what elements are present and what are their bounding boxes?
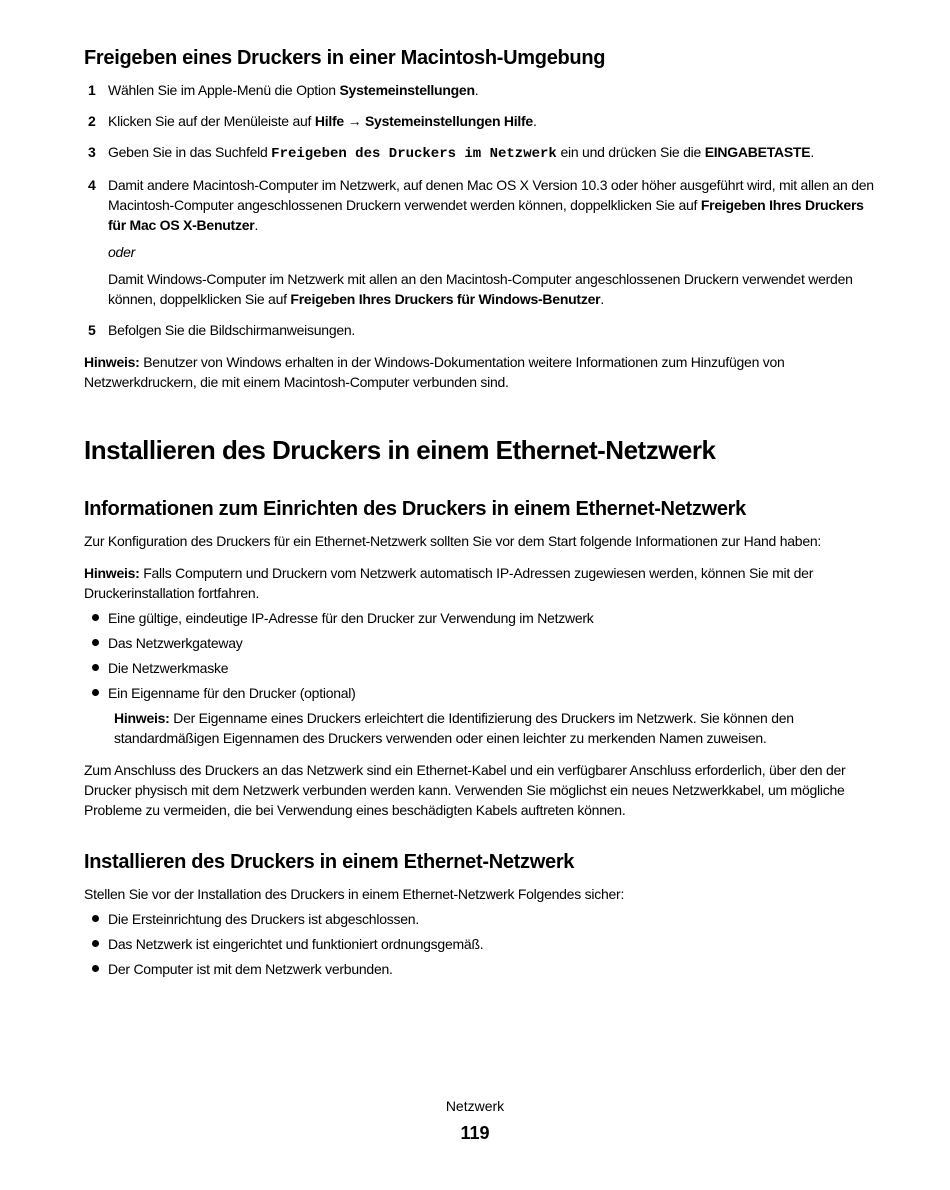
steps-list [84, 80, 874, 340]
oder-line [108, 242, 874, 262]
note-text: Der Eigenname eines Druckers erleichtert die Identifizierung des Druckers im Netzwerk. Sie können den standardmäßigen Eigennamen des Druckers verwenden oder einen leichter zu merkenden Namen zuweisen. [114, 710, 794, 746]
list-item [84, 959, 874, 979]
list-item-text: Ein Eigenname für den Drucker (optional) [108, 685, 356, 701]
bullet-icon [92, 940, 99, 947]
step-text: Damit andere Macintosh-Computer im Netzwerk, auf denen Mac OS X Version 10.3 oder höher ausgeführt wird, mit allen an den Macintosh-Computer angeschlossenen Druckern verwendet werden können, doppelklicken Sie auf [108, 177, 874, 213]
bullet-icon [92, 915, 99, 922]
note-text: Falls Computern und Druckern vom Netzwerk automatisch IP-Adressen zugewiesen werden, können Sie mit der Druckerinstallation fortfahren. [84, 565, 814, 601]
chapter-heading: Installieren des Druckers in einem Ethernet-Netzwerk [84, 435, 716, 465]
step-number: 2 [88, 113, 96, 129]
step-text: . [600, 291, 604, 307]
list-item-text: Das Netzwerk ist eingerichtet und funktioniert ordnungsgemäß. [108, 936, 484, 952]
note-text: Benutzer von Windows erhalten in der Windows-Dokumentation weitere Informationen zum Hinzufügen von Netzwerkdruckern, die mit einem Macintosh-Computer verbunden sind. [84, 354, 785, 390]
list-item-text: Das Netzwerkgateway [108, 635, 243, 651]
step-text: Befolgen Sie die Bildschirmanweisungen. [108, 322, 356, 338]
section-heading-mac-sharing: Freigeben eines Druckers in einer Macintosh-Umgebung [84, 47, 606, 69]
search-term-code: Freigeben des Druckers im Netzwerk [271, 146, 557, 162]
section-heading-install: Installieren des Druckers in einem Ethernet-Netzwerk [84, 851, 575, 873]
step-text: Damit Windows-Computer im Netzwerk mit allen an den Macintosh-Computer angeschlossenen Druckern verwendet werden können, doppelklicken Sie auf [108, 271, 853, 307]
oder-text: oder [108, 244, 136, 260]
section-heading-info: Informationen zum Einrichten des Druckers in einem Ethernet-Netzwerk [84, 498, 746, 520]
closing-paragraph: Zum Anschluss des Druckers an das Netzwerk sind ein Ethernet-Kabel und ein verfügbarer Anschluss erforderlich, über den der Drucker physisch mit dem Netzwerk verbunden werden kann. Verwenden Sie möglichst ein neues Netzwerkkabel, um mögliche Probleme zu vermeiden, die bei Verwendung eines beschädigten Kabels auftreten können. [84, 762, 846, 818]
list-item [84, 934, 874, 954]
step-bold: Systemeinstellungen [339, 82, 475, 98]
step-bold: Freigeben Ihres Druckers für Windows-Benutzer [290, 291, 601, 307]
step-text: Geben Sie in das Suchfeld [108, 144, 272, 160]
list-item-text: Der Computer ist mit dem Netzwerk verbunden. [108, 961, 393, 977]
step-item [84, 175, 874, 309]
step-bold: Hilfe [314, 113, 344, 129]
note-label: Hinweis: [84, 565, 140, 581]
list-item [84, 683, 874, 703]
note-label: Hinweis: [114, 710, 170, 726]
list-item [84, 909, 874, 929]
step-bold: Freigeben Ihres Druckers für Mac OS X-Benutzer [108, 197, 864, 233]
list-item [84, 658, 874, 678]
prerequisites-list [84, 909, 874, 979]
note-paragraph [84, 563, 874, 603]
requirements-list [84, 608, 874, 703]
step-bold: Systemeinstellungen Hilfe [364, 113, 533, 129]
arrow-icon: → [347, 113, 362, 129]
list-item-text: Eine gültige, eindeutige IP-Adresse für den Drucker zur Verwendung im Netzwerk [108, 610, 594, 626]
document-page [84, 46, 874, 984]
bullet-icon [92, 689, 99, 696]
step-number: 5 [88, 322, 96, 338]
alt-paragraph [108, 269, 874, 309]
footer-section-label: Netzwerk [445, 1098, 505, 1114]
bullet-icon [92, 639, 99, 646]
intro-paragraph: Zur Konfiguration des Druckers für ein Ethernet-Netzwerk sollten Sie vor dem Start folgende Informationen zur Hand haben: [84, 533, 822, 549]
note-label: Hinweis: [84, 354, 140, 370]
step-number: 4 [88, 177, 96, 193]
note-paragraph [84, 352, 874, 392]
step-text: . [254, 217, 259, 233]
step-number: 3 [88, 144, 96, 160]
list-item-text: Die Ersteinrichtung des Druckers ist abgeschlossen. [108, 911, 419, 927]
step-text: . [810, 144, 814, 160]
bullet-icon [92, 614, 99, 621]
step-text: . [532, 113, 537, 129]
step-item [84, 142, 874, 164]
bullet-icon [92, 664, 99, 671]
list-item [84, 633, 874, 653]
step-item [84, 80, 874, 100]
step-text: ein und drücken Sie die [556, 144, 705, 160]
step-number: 1 [88, 82, 96, 98]
step-text: Klicken Sie auf der Menüleiste auf [108, 113, 315, 129]
note-paragraph-indented [84, 708, 874, 748]
list-item [84, 608, 874, 628]
step-item [84, 111, 874, 131]
bullet-icon [92, 965, 99, 972]
step-text: Wählen Sie im Apple-Menü die Option [108, 82, 340, 98]
step-item [84, 320, 874, 340]
list-item-text: Die Netzwerkmaske [108, 660, 229, 676]
intro-paragraph: Stellen Sie vor der Installation des Druckers in einem Ethernet-Netzwerk Folgendes sicher: [84, 886, 625, 902]
step-bold: EINGABETASTE [704, 144, 811, 160]
step-text: . [474, 82, 479, 98]
page-number: 119 [460, 1123, 490, 1143]
